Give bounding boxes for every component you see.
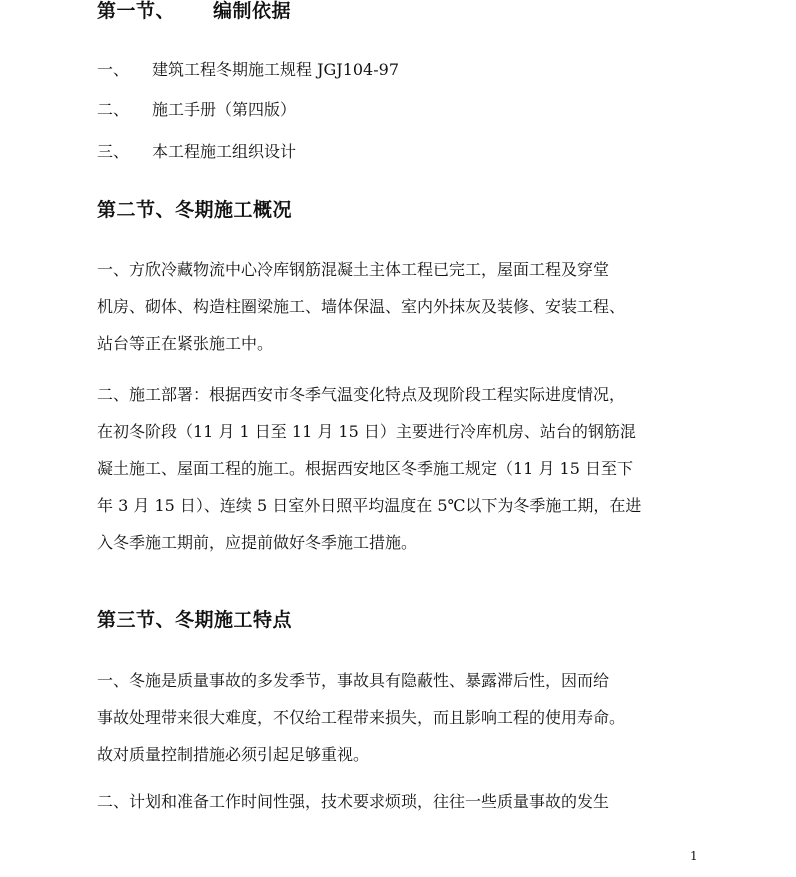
- text-line: 故对质量控制措施必须引起足够重视。: [97, 745, 370, 764]
- text-line: 一、方欣冷藏物流中心冷库钢筋混凝土主体工程已完工，屋面工程及穿堂: [97, 260, 610, 279]
- text-line: 年 3 月 15 日）、连续 5 日室外日照平均温度在 5℃以下为冬季施工期，在进: [97, 496, 642, 515]
- text-line: 凝土施工、屋面工程的施工。根据西安地区冬季施工规定（11 月 15 日至下: [97, 459, 633, 478]
- page-number: 1: [690, 849, 698, 863]
- text-line: 站台等正在紧张施工中。: [97, 334, 274, 353]
- text-line: 事故处理带来很大难度，不仅给工程带来损失，而且影响工程的使用寿命。: [97, 708, 626, 727]
- section-3-paragraph-2: [97, 791, 701, 828]
- section-1-title: 编制依据: [213, 0, 292, 22]
- section-2-heading: 第二节、冬期施工概况: [97, 199, 293, 221]
- reference-item-text: 施工手册（第四版）: [152, 100, 297, 119]
- reference-item-text: 本工程施工组织设计: [152, 142, 297, 161]
- reference-item: [97, 59, 399, 81]
- section-1-heading: [97, 0, 291, 23]
- text-line: 一、冬施是质量事故的多发季节，事故具有隐蔽性、暴露滞后性，因而给: [97, 671, 610, 690]
- section-1-prefix: 第一节、: [97, 0, 176, 22]
- reference-item: [97, 141, 296, 163]
- reference-item-number: 二、: [97, 100, 130, 119]
- reference-item-number: 三、: [97, 142, 130, 161]
- section-2-paragraph-1: [97, 259, 701, 370]
- text-line: 在初冬阶段（11 月 1 日至 11 月 15 日）主要进行冷库机房、站台的钢筋混: [97, 422, 636, 441]
- reference-item-text: 建筑工程冬期施工规程 JGJ104-97: [152, 60, 400, 79]
- reference-item-number: 一、: [97, 60, 130, 79]
- text-line: 入冬季施工期前，应提前做好冬季施工措施。: [97, 533, 418, 552]
- reference-item: [97, 99, 296, 121]
- section-2-paragraph-2: [97, 384, 701, 569]
- text-line: 二、施工部署：根据西安市冬季气温变化特点及现阶段工程实际进度情况，: [97, 385, 626, 404]
- text-line: 二、计划和准备工作时间性强，技术要求烦琐，往往一些质量事故的发生: [97, 792, 610, 811]
- text-line: 机房、砌体、构造柱圈梁施工、墙体保温、室内外抹灰及装修、安装工程、: [97, 297, 626, 316]
- section-3-heading: 第三节、冬期施工特点: [97, 609, 293, 631]
- section-3-paragraph-1: [97, 670, 701, 781]
